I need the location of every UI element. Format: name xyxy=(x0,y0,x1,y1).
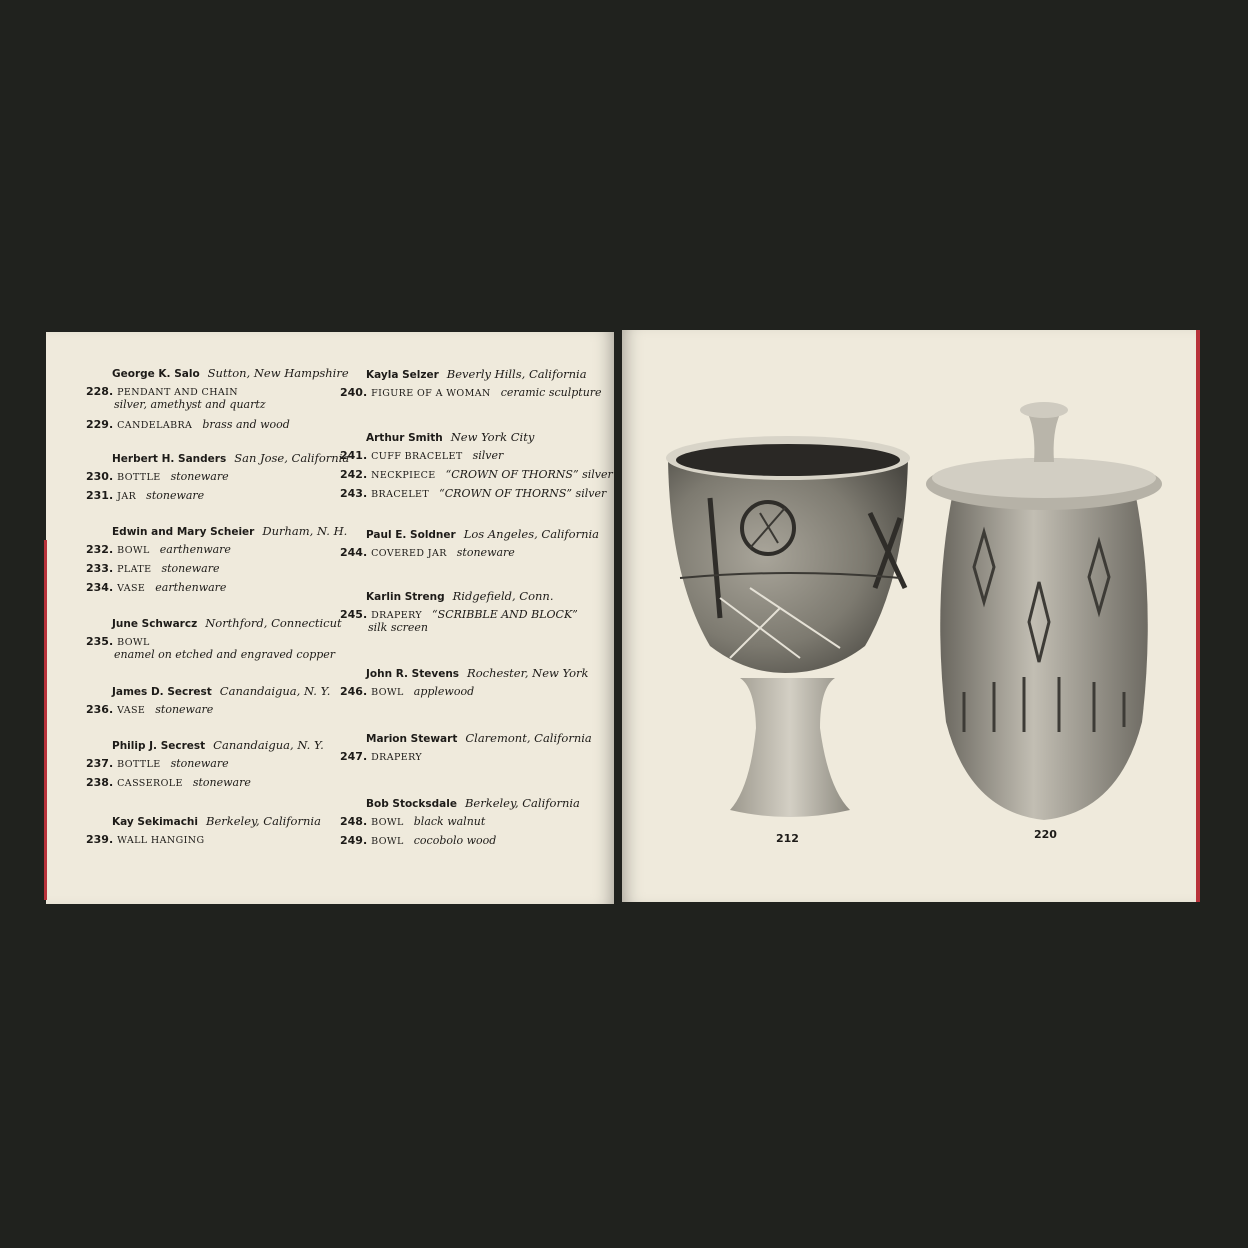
item-material: stoneware xyxy=(161,562,220,575)
maker-name: Kay Sekimachi xyxy=(112,816,198,828)
catalog-item xyxy=(86,776,251,789)
maker-entry xyxy=(112,738,324,752)
item-material: “SCRIBBLE AND BLOCK” xyxy=(432,608,578,621)
photo-caption-right: 220 xyxy=(1034,828,1057,841)
pedestal-bowl-photo xyxy=(660,428,930,838)
item-number: 235. xyxy=(86,635,114,648)
item-material: brass and wood xyxy=(202,418,290,431)
catalog-item xyxy=(340,815,485,828)
maker-name: Paul E. Soldner xyxy=(366,529,456,541)
photo-caption-left: 212 xyxy=(776,832,799,845)
item-material: “CROWN OF THORNS” silver xyxy=(439,487,607,500)
maker-entry xyxy=(112,814,321,828)
item-number: 231. xyxy=(86,489,114,502)
item-object: DRAPERY xyxy=(371,610,423,621)
item-object: VASE xyxy=(117,583,146,594)
item-material: stoneware xyxy=(192,776,251,789)
item-material: ceramic sculpture xyxy=(500,386,602,399)
catalog-item xyxy=(86,418,290,431)
item-object: PENDANT AND CHAIN xyxy=(117,387,239,398)
item-material: stoneware xyxy=(170,757,229,770)
item-material: black walnut xyxy=(413,815,486,828)
maker-place: Ridgefield, Conn. xyxy=(452,589,554,603)
maker-place: San Jose, California xyxy=(234,451,350,465)
catalog-item xyxy=(340,386,602,399)
maker-name: George K. Salo xyxy=(112,368,200,380)
catalog-item xyxy=(340,750,422,763)
item-material-line: silk screen xyxy=(368,621,429,634)
maker-entry xyxy=(366,796,580,810)
catalog-item xyxy=(340,487,606,500)
item-number: 245. xyxy=(340,608,368,621)
item-object: JAR xyxy=(117,491,137,502)
maker-entry xyxy=(112,366,349,380)
maker-place: Canandaigua, N. Y. xyxy=(219,684,331,698)
item-object: DRAPERY xyxy=(371,752,423,763)
item-material: silver xyxy=(472,449,504,462)
maker-place: Northford, Connecticut xyxy=(205,616,342,630)
maker-place: Rochester, New York xyxy=(467,666,589,680)
maker-name: Edwin and Mary Scheier xyxy=(112,526,255,538)
maker-name: James D. Secrest xyxy=(112,686,212,698)
maker-name: Arthur Smith xyxy=(366,432,443,444)
item-number: 230. xyxy=(86,470,114,483)
item-object: BRACELET xyxy=(371,489,430,500)
maker-entry xyxy=(366,527,599,541)
maker-name: Herbert H. Sanders xyxy=(112,453,227,465)
catalog-item xyxy=(86,833,204,846)
item-material: stoneware xyxy=(146,489,205,502)
maker-entry xyxy=(112,616,342,630)
item-object: BOWL xyxy=(371,817,404,828)
maker-entry xyxy=(112,684,330,698)
item-number: 237. xyxy=(86,757,114,770)
item-number: 232. xyxy=(86,543,114,556)
item-object: BOWL xyxy=(117,545,150,556)
item-number: 239. xyxy=(86,833,114,846)
item-object: NECKPIECE xyxy=(371,470,436,481)
item-material: stoneware xyxy=(456,546,515,559)
maker-name: Kayla Selzer xyxy=(366,369,439,381)
item-object: BOWL xyxy=(371,687,404,698)
catalog-item xyxy=(340,834,496,847)
maker-name: Marion Stewart xyxy=(366,733,458,745)
item-object: PLATE xyxy=(117,564,152,575)
catalog-item xyxy=(340,685,474,698)
catalog-item xyxy=(86,703,213,716)
item-number: 249. xyxy=(340,834,368,847)
maker-entry xyxy=(366,731,592,745)
item-number: 244. xyxy=(340,546,368,559)
item-number: 247. xyxy=(340,750,368,763)
item-material: applewood xyxy=(413,685,475,698)
maker-place: Berkeley, California xyxy=(464,796,580,810)
maker-name: Karlin Streng xyxy=(366,591,445,603)
item-number: 229. xyxy=(86,418,114,431)
maker-entry xyxy=(366,430,534,444)
catalog-item xyxy=(86,581,226,594)
item-object: COVERED JAR xyxy=(371,548,447,559)
maker-entry xyxy=(366,666,589,680)
item-object: CUFF BRACELET xyxy=(371,451,463,462)
item-object: WALL HANGING xyxy=(117,835,205,846)
item-number: 228. xyxy=(86,385,114,398)
catalog-item xyxy=(86,757,229,770)
item-object: BOWL xyxy=(117,637,150,648)
maker-name: John R. Stevens xyxy=(366,668,460,680)
maker-entry xyxy=(112,524,347,538)
item-number: 234. xyxy=(86,581,114,594)
item-material: earthenware xyxy=(155,581,227,594)
item-object: CASSEROLE xyxy=(117,778,183,789)
item-number: 233. xyxy=(86,562,114,575)
item-number: 238. xyxy=(86,776,114,789)
item-number: 242. xyxy=(340,468,368,481)
maker-place: Berkeley, California xyxy=(206,814,321,828)
maker-place: Canandaigua, N. Y. xyxy=(213,738,324,752)
maker-place: Claremont, California xyxy=(465,731,592,745)
catalog-item xyxy=(86,562,220,575)
item-object: BOTTLE xyxy=(117,472,161,483)
item-number: 236. xyxy=(86,703,114,716)
item-number: 241. xyxy=(340,449,368,462)
item-number: 243. xyxy=(340,487,368,500)
catalog-item xyxy=(86,635,150,648)
catalog-item xyxy=(340,468,613,481)
item-material: “CROWN OF THORNS” silver xyxy=(445,468,613,481)
item-object: BOTTLE xyxy=(117,759,161,770)
covered-jar-photo xyxy=(924,392,1164,832)
maker-place: Durham, N. H. xyxy=(262,524,348,538)
red-spine-edge-left xyxy=(44,540,47,900)
item-object: BOWL xyxy=(371,836,404,847)
item-number: 240. xyxy=(340,386,368,399)
maker-name: Bob Stocksdale xyxy=(366,798,457,810)
item-material: cocobolo wood xyxy=(413,834,497,847)
item-material: stoneware xyxy=(170,470,229,483)
item-object: CANDELABRA xyxy=(117,420,193,431)
maker-entry xyxy=(366,367,587,381)
item-object: FIGURE OF A WOMAN xyxy=(371,388,491,399)
item-material: earthenware xyxy=(159,543,231,556)
catalog-right-page xyxy=(622,330,1196,902)
maker-place: Los Angeles, California xyxy=(463,527,600,541)
maker-place: Sutton, New Hampshire xyxy=(207,366,349,380)
maker-entry xyxy=(366,589,554,603)
item-material-line: enamel on etched and engraved copper xyxy=(114,648,336,661)
item-material-line: silver, amethyst and quartz xyxy=(114,398,266,411)
red-spine-edge-right xyxy=(1196,330,1200,902)
item-object: VASE xyxy=(117,705,146,716)
item-number: 246. xyxy=(340,685,368,698)
maker-name: Philip J. Secrest xyxy=(112,740,206,752)
catalog-item xyxy=(340,449,503,462)
maker-entry xyxy=(112,451,349,465)
catalog-item xyxy=(340,608,578,621)
maker-name: June Schwarcz xyxy=(112,618,198,630)
catalog-item xyxy=(86,470,229,483)
catalog-item xyxy=(86,543,231,556)
catalog-item xyxy=(86,489,204,502)
item-material: stoneware xyxy=(155,703,214,716)
maker-place: Beverly Hills, California xyxy=(446,367,587,381)
catalog-item xyxy=(86,385,238,398)
maker-place: New York City xyxy=(450,430,535,444)
catalog-item xyxy=(340,546,515,559)
item-number: 248. xyxy=(340,815,368,828)
